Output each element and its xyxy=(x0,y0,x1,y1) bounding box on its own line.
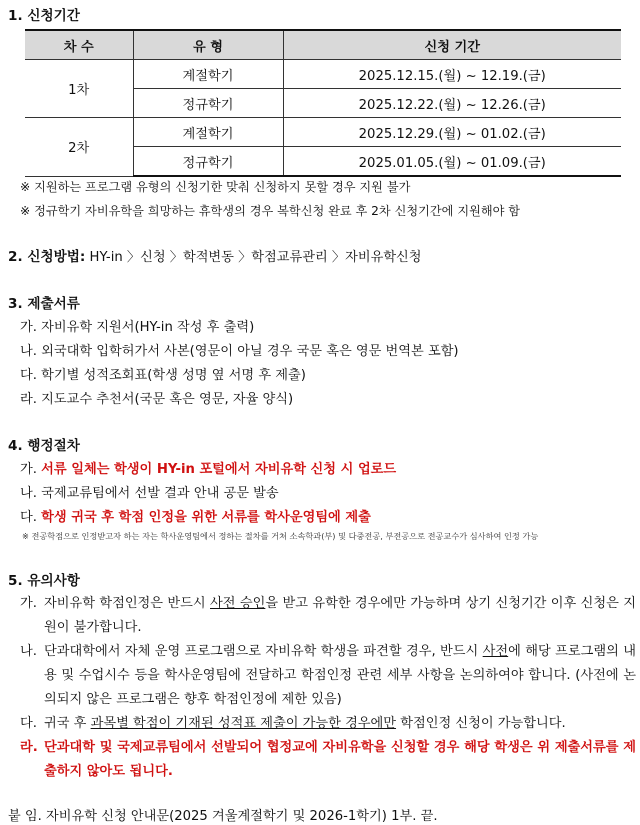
notice-text-part: 에 해당 프로그램의 내용 및 수업시수 등을 학사운영팀에 전달하고 학점인정 관련 세부 사항을 논의하여야 합니다. (사전에 논의되지 않은 프로그램은 향후 학점인정에 제한 있음) xyxy=(44,644,636,707)
attachment-line: 붙 임. 자비유학 신청 안내문(2025 겨울계절학기 및 2026-1학기) 1부. 끝. xyxy=(8,809,438,824)
application-period-table xyxy=(25,29,621,177)
note-1: ※ 지원하는 프로그램 유형의 신청기한 맞춰 신청하지 못할 경우 지원 불가 xyxy=(20,180,411,194)
procedure-footnote: ※ 전공학점으로 인정받고자 하는 자는 학사운영팀에서 정하는 절차를 거쳐 소속학과(부) 및 다중전공, 부전공으로 전공교수가 심사하여 인정 가능 xyxy=(22,531,539,541)
notice-text-part: 학점인정 신청이 가능합니다. xyxy=(396,716,566,731)
notice-text xyxy=(44,592,636,640)
procedure-item xyxy=(20,458,396,477)
document-item: 다. 학기별 성적조회표(학생 성명 옆 서명 후 제출) xyxy=(20,368,306,383)
notice-item-ga xyxy=(20,592,636,640)
notice-text-part: 단과대학에서 자체 운영 프로그램으로 자비유학 학생을 파견할 경우, 반드시 xyxy=(44,644,483,659)
document-item: 라. 지도교수 추천서(국문 혹은 영문, 자율 양식) xyxy=(20,392,294,407)
notice-item-na xyxy=(20,640,636,712)
table-row xyxy=(25,60,621,89)
notice-item-da xyxy=(20,712,636,736)
underlined-text: 과목별 학점이 기재된 성적표 제출이 가능한 경우에만 xyxy=(90,716,397,731)
procedure-highlight: 서류 일체는 학생이 HY-in 포털에서 자비유학 신청 시 업로드 xyxy=(41,462,397,477)
header-period: 신청 기간 xyxy=(283,30,621,60)
round-cell: 1차 xyxy=(25,60,133,118)
notice-text-part: 귀국 후 xyxy=(44,716,91,731)
note-2: ※ 정규학기 자비유학을 희망하는 휴학생의 경우 복학신청 완료 후 2차 신청기간에 지원해야 함 xyxy=(20,204,521,218)
item-prefix: 라. xyxy=(20,740,38,755)
document-item: 나. 외국대학 입학허가서 사본(영문이 아닐 경우 국문 혹은 영문 번역본 포함) xyxy=(20,344,459,359)
procedure-item xyxy=(20,506,371,525)
underlined-text: 사전 xyxy=(482,644,509,659)
procedure-highlight: 학생 귀국 후 학점 인정을 위한 서류를 학사운영팀에 제출 xyxy=(41,510,371,525)
header-type: 유 형 xyxy=(133,30,283,60)
period-cell: 2025.01.05.(월) ~ 01.09.(금) xyxy=(283,147,621,177)
table-row xyxy=(25,118,621,147)
underlined-text: 사전 승인 xyxy=(210,596,266,611)
item-prefix: 다. xyxy=(20,716,37,731)
table-header-row xyxy=(25,30,621,60)
type-cell: 계절학기 xyxy=(133,60,283,89)
item-prefix: 가. xyxy=(20,462,37,477)
section-2 xyxy=(8,245,422,265)
notice-text-part: 을 받고 유학한 경우에만 가능하며 상기 신청기간 이후 신청은 지원이 불가합니다. xyxy=(44,596,636,635)
item-prefix: 가. xyxy=(20,596,37,611)
period-cell: 2025.12.22.(월) ~ 12.26.(금) xyxy=(283,89,621,118)
period-cell: 2025.12.29.(월) ~ 01.02.(금) xyxy=(283,118,621,147)
round-cell: 2차 xyxy=(25,118,133,177)
type-cell: 정규학기 xyxy=(133,89,283,118)
document-item: 가. 자비유학 지원서(HY-in 작성 후 출력) xyxy=(20,320,255,335)
section-3-title: 3. 제출서류 xyxy=(8,296,80,312)
section-4-title: 4. 행정절차 xyxy=(8,438,80,454)
notice-text xyxy=(44,712,636,736)
notice-item-ra xyxy=(20,736,636,784)
section-5-title: 5. 유의사항 xyxy=(8,573,80,589)
item-prefix: 다. xyxy=(20,510,37,525)
application-path: HY-in 〉신청 〉학적변동 〉학점교류관리 〉자비유학신청 xyxy=(89,250,422,265)
header-round: 차 수 xyxy=(25,30,133,60)
procedure-item: 나. 국제교류팀에서 선발 결과 안내 공문 발송 xyxy=(20,486,279,501)
period-cell: 2025.12.15.(월) ~ 12.19.(금) xyxy=(283,60,621,89)
section-1-title: 1. 신청기간 xyxy=(8,8,80,24)
type-cell: 계절학기 xyxy=(133,118,283,147)
section-2-title: 2. 신청방법: xyxy=(8,249,86,265)
item-prefix: 나. xyxy=(20,644,37,659)
notice-highlight: 단과대학 및 국제교류팀에서 선발되어 협정교에 자비유학을 신청할 경우 해당 학생은 위 제출서류를 제출하지 않아도 됩니다. xyxy=(44,740,636,779)
notice-text xyxy=(44,640,636,712)
type-cell: 정규학기 xyxy=(133,147,283,177)
notice-text-part: 자비유학 학점인정은 반드시 xyxy=(44,596,211,611)
